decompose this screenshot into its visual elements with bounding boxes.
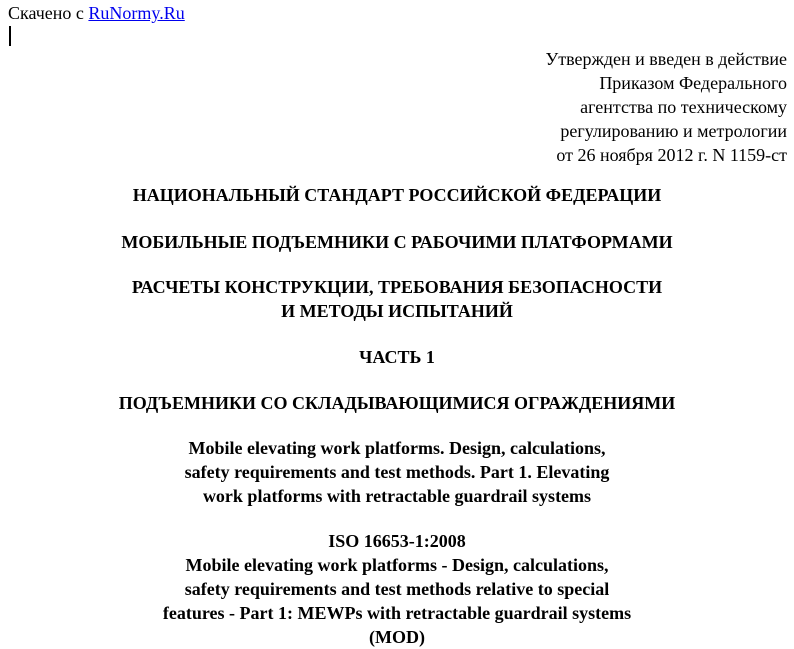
title-ru: МОБИЛЬНЫЕ ПОДЪЕМНИКИ С РАБОЧИМИ ПЛАТФОРМАМИ	[121, 232, 673, 252]
source-prefix: Скачено с	[8, 3, 84, 23]
approval-line: агентства по техническому	[580, 97, 787, 117]
subtitle-ru-line: РАСЧЕТЫ КОНСТРУКЦИИ, ТРЕБОВАНИЯ БЕЗОПАСНОСТИ	[131, 277, 663, 297]
iso-title-line: (MOD)	[369, 627, 425, 647]
iso-reference	[0, 529, 794, 649]
title-en-line: safety requirements and test methods. Part 1. Elevating	[184, 462, 610, 482]
subtitle-ru	[0, 275, 794, 323]
runormy-link[interactable]: RuNormy.Ru	[88, 3, 185, 23]
title-en-line: Mobile elevating work platforms. Design, calculations,	[188, 438, 606, 458]
part-label: ЧАСТЬ 1	[359, 347, 435, 367]
national-standard-heading: НАЦИОНАЛЬНЫЙ СТАНДАРТ РОССИЙСКОЙ ФЕДЕРАЦИИ	[132, 185, 662, 205]
iso-title-line: safety requirements and test methods relative to special	[184, 579, 610, 599]
iso-title-line: Mobile elevating work platforms - Design, calculations,	[185, 555, 609, 575]
approval-line: Приказом Федерального	[599, 73, 787, 93]
subtitle-ru-line: И МЕТОДЫ ИСПЫТАНИЙ	[281, 301, 513, 321]
approval-line: от 26 ноября 2012 г. N 1159-ст	[556, 145, 787, 165]
approval-block	[545, 47, 787, 167]
text-cursor	[9, 26, 11, 46]
iso-title-line: features - Part 1: MEWPs with retractable guardrail systems	[162, 603, 632, 623]
part-title-ru: ПОДЪЕМНИКИ СО СКЛАДЫВАЮЩИМИСЯ ОГРАЖДЕНИЯМИ	[118, 393, 676, 413]
iso-code: ISO 16653-1:2008	[328, 531, 466, 551]
title-en	[0, 436, 794, 508]
download-source	[8, 2, 185, 24]
approval-line: Утвержден и введен в действие	[545, 49, 787, 69]
approval-line: регулированию и метрологии	[560, 121, 787, 141]
title-en-line: work platforms with retractable guardrail systems	[202, 486, 592, 506]
